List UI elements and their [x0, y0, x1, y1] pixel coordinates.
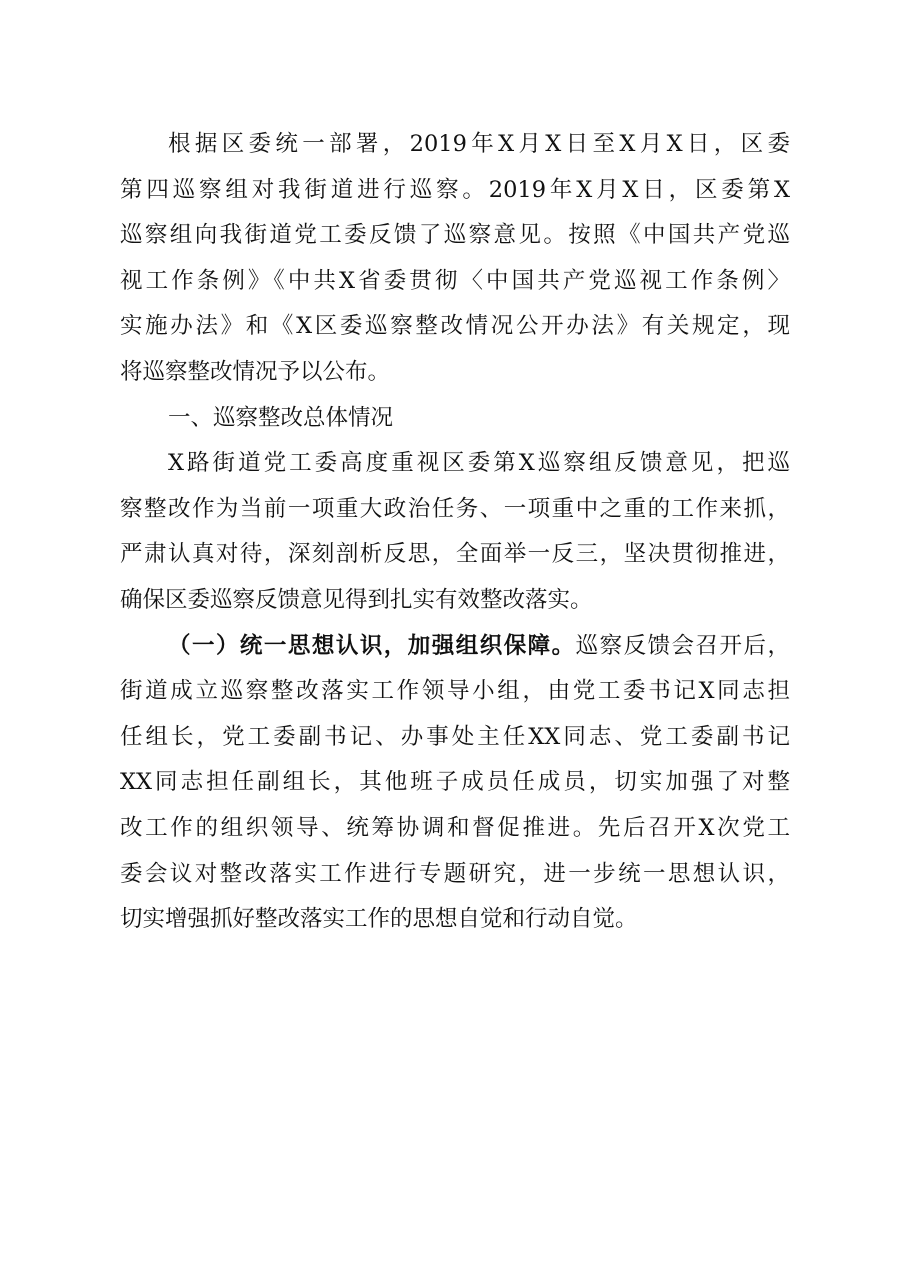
subheading-bold: （一）统一思想认识，加强组织保障。: [168, 632, 576, 659]
paragraph-overview: [120, 441, 790, 623]
text-line: 视工作条例》《中共X省委贯彻〈中国共产党巡视工作条例〉: [120, 267, 790, 294]
text-line: X路街道党工委高度重视区委第X巡察组反馈意见，把巡: [168, 450, 790, 477]
text-line: 切实增强抓好整改落实工作的思想自觉和行动自觉。: [120, 906, 638, 933]
text-line: 巡察组向我街道党工委反馈了巡察意见。按照《中国共产党巡: [120, 222, 790, 249]
text-line: 改工作的组织领导、统筹协调和督促推进。先后召开X次党工: [120, 814, 790, 841]
text-line: 委会议对整改落实工作进行专题研究，进一步统一思想认识，: [120, 860, 790, 887]
text-line: 严肃认真对待，深刻剖析反思，全面举一反三，坚决贯彻推进，: [120, 541, 790, 568]
paragraph-intro: [120, 122, 790, 396]
text-line: 第四巡察组对我街道进行巡察。2019年X月X日，区委第X: [120, 176, 790, 203]
document-body: [120, 122, 790, 943]
paragraph-organization: [120, 624, 790, 943]
text-line: [120, 624, 790, 670]
text-line: 将巡察整改情况予以公布。: [120, 358, 391, 385]
text-line: 确保区委巡察反馈意见得到扎实有效整改落实。: [120, 586, 593, 613]
text-run: 巡察反馈会召开后，: [575, 632, 790, 659]
text-line: 实施办法》和《X区委巡察整改情况公开办法》有关规定，现: [120, 313, 790, 340]
text-line: 街道成立巡察整改落实工作领导小组，由党工委书记X同志担: [120, 678, 790, 705]
text-line: XX同志担任副组长，其他班子成员任成员，切实加强了对整: [120, 769, 790, 796]
text-line: 察整改作为当前一项重大政治任务、一项重中之重的工作来抓，: [120, 495, 790, 522]
section-heading: 一、巡察整改总体情况: [168, 404, 394, 431]
text-line: 根据区委统一部署，2019年X月X日至X月X日，区委: [168, 131, 790, 157]
text-line: 任组长，党工委副书记、办事处主任XX同志、党工委副书记: [120, 723, 790, 750]
